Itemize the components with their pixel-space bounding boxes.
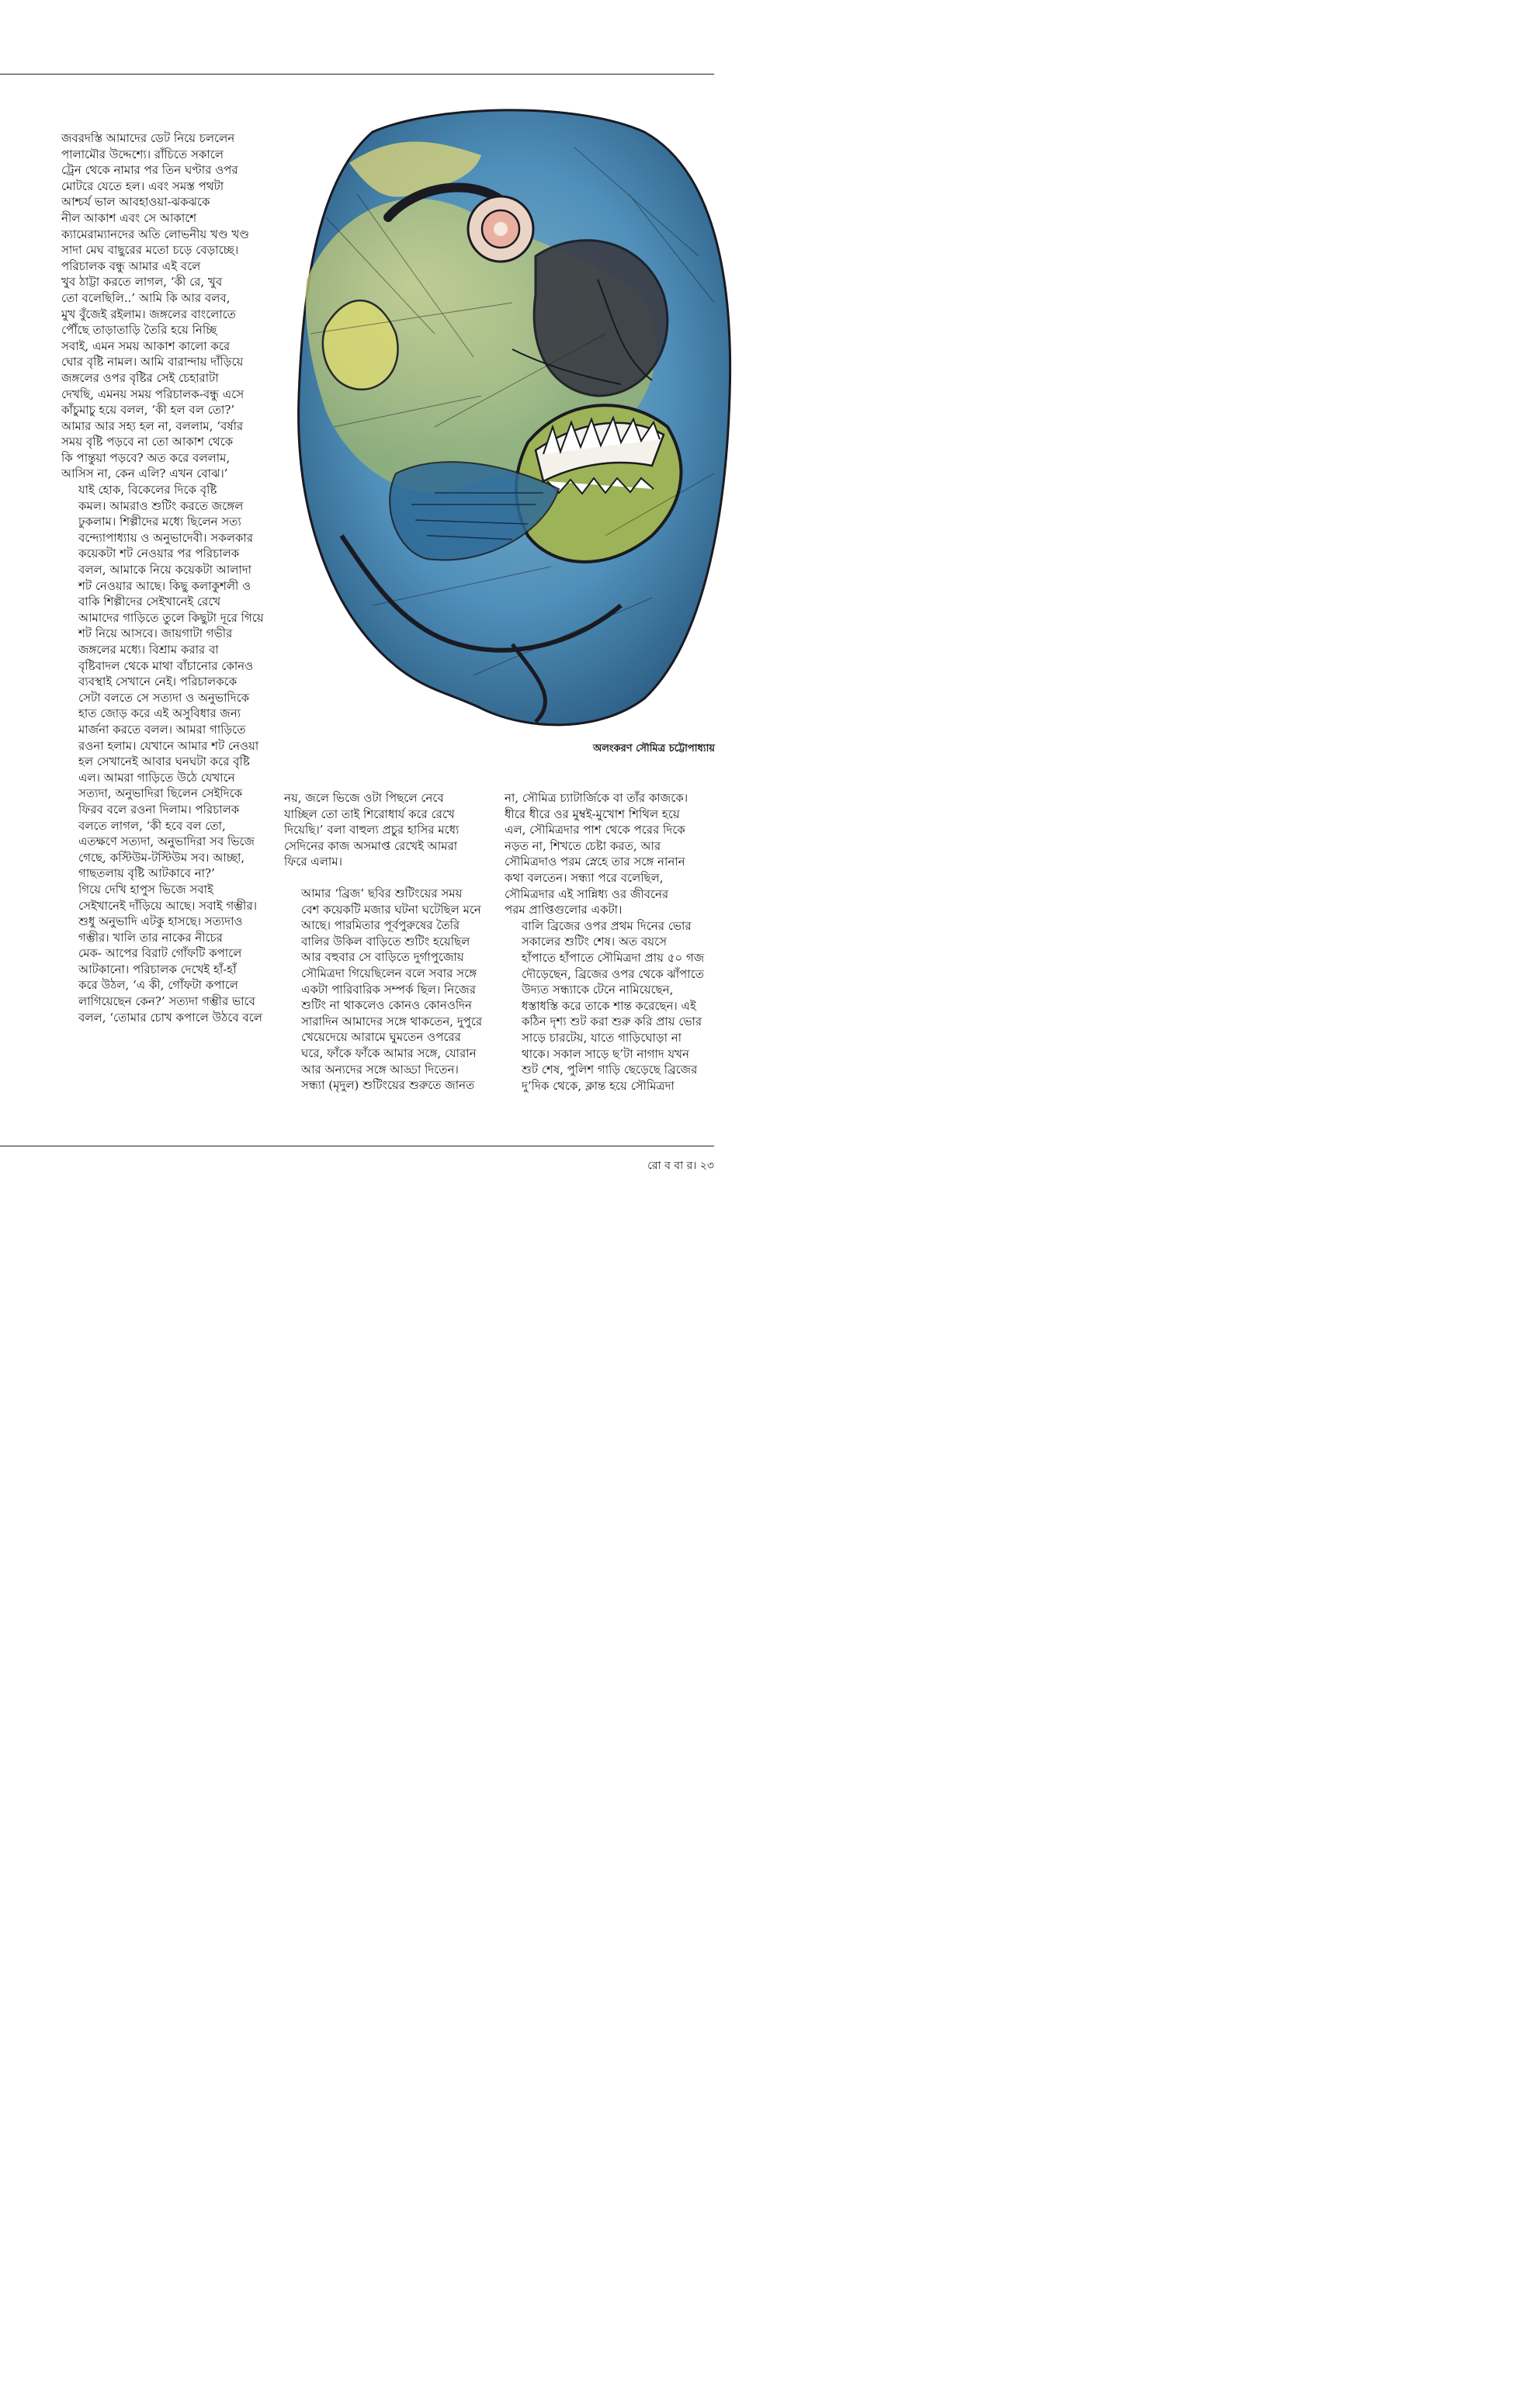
text-line: বালি ব্রিজের ওপর প্রথম দিনের ভোর [522,918,692,933]
text-line: দিয়েছি।’ বলা বাহুল্য প্রচুর হাসির মধ্যে [284,823,460,838]
paragraph [284,886,492,1094]
text-line: যাই হোক, বিকেলের দিকে বৃষ্টি [78,483,217,498]
footer-separator: । [692,1160,697,1172]
text-line: বলল, আমাকে নিয়ে কয়েকটা আলাদা [78,563,251,577]
text-line: বাকি শিল্পীদের সেইখানেই রেখে [78,595,221,609]
text-line: করে উঠল, ‘এ কী, গোঁফটা কপালে [78,978,238,993]
text-line: সৌমিত্রদার এই সান্নিধ্য ওর জীবনের [505,886,669,901]
text-line: সৌমিত্রদাও পরম স্নেহে তার সঙ্গে নানান [505,855,685,869]
text-line: গিয়ে দেখি হাপুস ভিজে সবাই [78,882,213,897]
article-column-2 [284,790,492,1094]
text-line: ঘোর বৃষ্টি নামল। আমি বারান্দায় দাঁড়িয়ে [61,355,244,369]
text-line: আটকানো। পরিচালক দেখেই হাঁ-হাঁ [78,962,237,976]
article-column-1 [61,130,265,1025]
text-line: মোটরে যেতে হল। এবং সমস্ত পথটা [61,179,224,193]
text-line: আমার ‘ব্রিজ’ ছবির শুটিংয়ের সময় [301,886,463,900]
text-line: উদ্যত সন্ধ্যাকে টেনে নামিয়েছেন, [522,983,674,997]
text-line: আর অন্যদের সঙ্গে আড্ডা দিতেন। [301,1062,459,1077]
text-line: কয়েকটা শট নেওয়ার পর পরিচালক [78,546,240,561]
text-line: কাঁচুমাচু হয়ে বলল, ‘কী হল বল তো?’ [61,403,235,418]
text-line: তো বলেছিলি..’ আমি কি আর বলব, [61,290,231,305]
text-line: আমাদের গাড়িতে তুলে কিছুটা দূরে গিয়ে [78,610,264,625]
text-line: দু’দিক থেকে, ক্লান্ত হয়ে সৌমিত্রদা [522,1078,675,1093]
fish-face-painting [279,101,734,734]
text-line: মার্জনা করতে বলল। আমরা গাড়িতে [78,722,246,737]
text-line: হাঁপাতে হাঁপাতে সৌমিত্রদা প্রায় ৫০ গজ [522,950,705,965]
text-line: ট্রেন থেকে নামার পর তিন ঘণ্টার ওপর [61,163,238,178]
text-line: সত্যদা, অনুভাদিরা ছিলেন সেইদিকে [78,786,243,801]
text-line: যাচ্ছিল তো তাই শিরোধার্য করে রেখে [284,806,455,821]
text-line: আর বহুবার সে বাড়িতে দুর্গাপুজোয় [301,950,464,965]
paragraph [61,882,265,1025]
text-line: ফিরে এলাম। [284,855,342,869]
text-line: জঙ্গলের ওপর বৃষ্টির সেই চেহারাটা [61,370,219,385]
text-line: গাছতলায় বৃষ্টি আটকাবে না?’ [78,866,215,881]
text-line: বৃষ্টিবাদল থেকে মাথা বাঁচানোর কোনও [78,658,254,673]
text-line: দেখছি, এমনয় সময় পরিচালক-বন্ধু এসে [61,387,245,401]
text-line: লাগিয়েছেন কেন?’ সত্যদা গম্ভীর ভাবে [78,994,255,1009]
text-line: সেইখানেই দাঁড়িয়ে আছে। সবাই গম্ভীর। [78,898,257,913]
text-line: হল সেখানেই আবার ঘনঘটা করে বৃষ্টি [78,754,250,769]
page-number: ২৩ [699,1160,714,1172]
text-line: সাদা মেঘ বাছুরের মতো চড়ে বেড়াচ্ছে। [61,243,239,258]
text-line: সারাদিন আমাদের সঙ্গে থাকতেন, দুপুরে [301,1014,483,1028]
text-line: নড়ত না, শিখতে চেষ্টা করত, আর [505,838,661,853]
paragraph [61,130,265,482]
text-line: এল। আমরা গাড়িতে উঠে যেখানে [78,770,235,785]
text-line: সবাই, এমন সময় আকাশ কালো করে [61,338,231,353]
paragraph [61,482,265,882]
text-line: বেশ কয়েকটি মজার ঘটনা ঘটেছিল মনে [301,902,481,917]
magazine-name: রো ব বা র [647,1160,693,1172]
text-line: পালামৌর উদ্দেশ্যে। রাঁচিতে সকালে [61,147,224,161]
text-line: বালির উকিল বাড়িতে শুটিং হয়েছিল [301,934,470,949]
text-line: বন্দ্যোপাধ্যায় ও অনুভাদেবী। সকলকার [78,530,253,545]
text-line: একটা পারিবারিক সম্পর্ক ছিল। নিজের [301,982,476,997]
text-line: ঘরে, ফাঁকে ফাঁকে আমার সঙ্গে, যোরান [301,1046,477,1060]
text-line: আছে। পারমিতার পূর্বপুরুষের তৈরি [301,918,460,933]
text-line: সৌমিত্রদা গিয়েছিলেন বলে সবার সঙ্গে [301,966,477,980]
text-line: সেদিনের কাজ অসমাপ্ত রেখেই আমরা [284,838,458,853]
text-line: শট নেওয়ার আছে। কিছু কলাকুশলী ও [78,578,251,593]
text-line: এতক্ষণে সত্যদা, অনুভাদিরা সব ভিজে [78,834,255,849]
top-rule [0,74,714,75]
paragraph [284,790,492,870]
text-line: পরিচালক বন্ধু আমার এই বলে [61,258,201,273]
text-line: জবরদস্তি আমাদের ডেট নিয়ে চললেন [61,131,235,145]
text-line: শুট শেষ, পুলিশ গাড়ি ছেড়েছে ব্রিজের [522,1063,698,1077]
text-line: মেক- আপের বিরাট গোঁফটি কপালে [78,946,242,961]
text-line: কঠিন দৃশ্য শুট করা শুরু করি প্রায় ভোর [522,1014,702,1029]
text-line: সন্ধ্যা (মৃদুল) শুটিংয়ের শুরুতে জানত [301,1078,475,1093]
text-line: ধস্তাধস্তি করে তাকে শান্ত করেছেন। এই [522,998,696,1013]
illustration-caption: অলংকরণ সৌমিত্র চট্টোপাধ্যায় [592,743,715,754]
article-column-3 [505,790,714,1094]
text-line: থাকে। সকাল সাড়ে ছ’টা নাগাদ যখন [522,1046,689,1061]
text-line: নয়, জলে ভিজে ওটা পিছলে নেবে [284,791,444,805]
text-line: পরম প্রাপ্তিগুলোর একটা। [505,903,623,917]
text-line: শুধু অনুভাদি এটকু হাসছে। সত্যদাও [78,914,243,929]
text-line: সাড়ে চারটেয়, যাতে গাড়িঘোড়া না [522,1030,682,1045]
text-line: আমার আর সহ্য হল না, বললাম, ‘বর্ষার [61,418,244,433]
text-line: আসিস না, কেন এলি? এখন বোঝ।’ [61,466,228,481]
text-line: না, সৌমিত্র চ্যাটার্জিকে বা তাঁর কাজকে। [505,791,688,805]
text-line: বলতে লাগল, ‘কী হবে বল তো, [78,818,226,833]
text-line: গম্ভীর। খালি তার নাকের নীচের [78,930,223,945]
text-line: রওনা হলাম। যেখানে আমার শট নেওয়া [78,738,259,753]
text-line: কমল। আমরাও শুটিং করতে জঙ্গেল [78,498,244,513]
text-line: গেছে, কস্টিউম-টস্টিউম সব। আচ্ছা, [78,850,245,865]
text-line: পৌঁছে তাড়াতাড়ি তৈরি হয়ে নিচ্ছি [61,323,217,338]
text-line: জঙ্গলের মধ্যে। বিশ্রাম করার বা [78,643,219,657]
paragraph [505,790,714,918]
text-line: সকালের শুটিং শেষ। অত বয়সে [522,935,668,949]
text-line: এল, সৌমিত্রদার পাশ থেকে পরের দিকে [505,823,685,838]
text-line: ব্যবস্থাই সেখানে নেই। পরিচালককে [78,675,238,689]
text-line: সেটা বলতে সে সত্যদা ও অনুভাদিকে [78,690,250,705]
text-line: ধীরে ধীরে ওর মুম্বই-মুখোশ শিথিল হয়ে [505,806,680,821]
text-line: কি পান্তুয়া পড়বে? অত করে বললাম, [61,450,231,465]
text-line: বলল, ‘তোমার চোখ কপালে উঠবে বলে [78,1010,262,1025]
text-line: মুখ বুঁজেই রইলাম। জঙ্গলের বাংলোতে [61,307,236,321]
text-line: হাত জোড় করে এই অসুবিধার জন্য [78,706,241,721]
page-footer [647,1157,714,1175]
text-line: সময় বৃষ্টি পড়বে না তো আকাশ থেকে [61,435,234,449]
illustration [279,101,734,734]
text-line: দৌড়েছেন, ব্রিজের ওপর থেকে ঝাঁপাতে [522,966,704,981]
text-line: আশ্চর্য ভাল আবহাওয়া-ঝকঝকে [61,195,210,210]
text-line: শট নিয়ে আসবে। জায়গাটা গভীর [78,626,233,641]
text-line: কথা বলতেন। সন্ধ্যা পরে বলেছিল, [505,870,664,885]
paragraph [505,918,714,1094]
text-line: খুব ঠাট্টা করতে লাগল, ‘কী রে, খুব [61,275,223,290]
text-line: ক্যামেরাম্যানদের অতি লোভনীয় খণ্ড খণ্ড [61,227,249,241]
text-line: ঢুকলাম। শিল্পীদের মধ্যে ছিলেন সত্য [78,515,241,529]
text-line: শুটিং না থাকলেও কোনও কোনওদিন [301,998,472,1013]
text-line: নীল আকাশ এবং সে আকাশে [61,210,197,225]
text-line: ফিরব বলে রওনা দিলাম। পরিচালক [78,802,240,817]
text-line: খেয়েদেয়ে আরামে ঘুমতেন ওপরের [301,1030,461,1045]
